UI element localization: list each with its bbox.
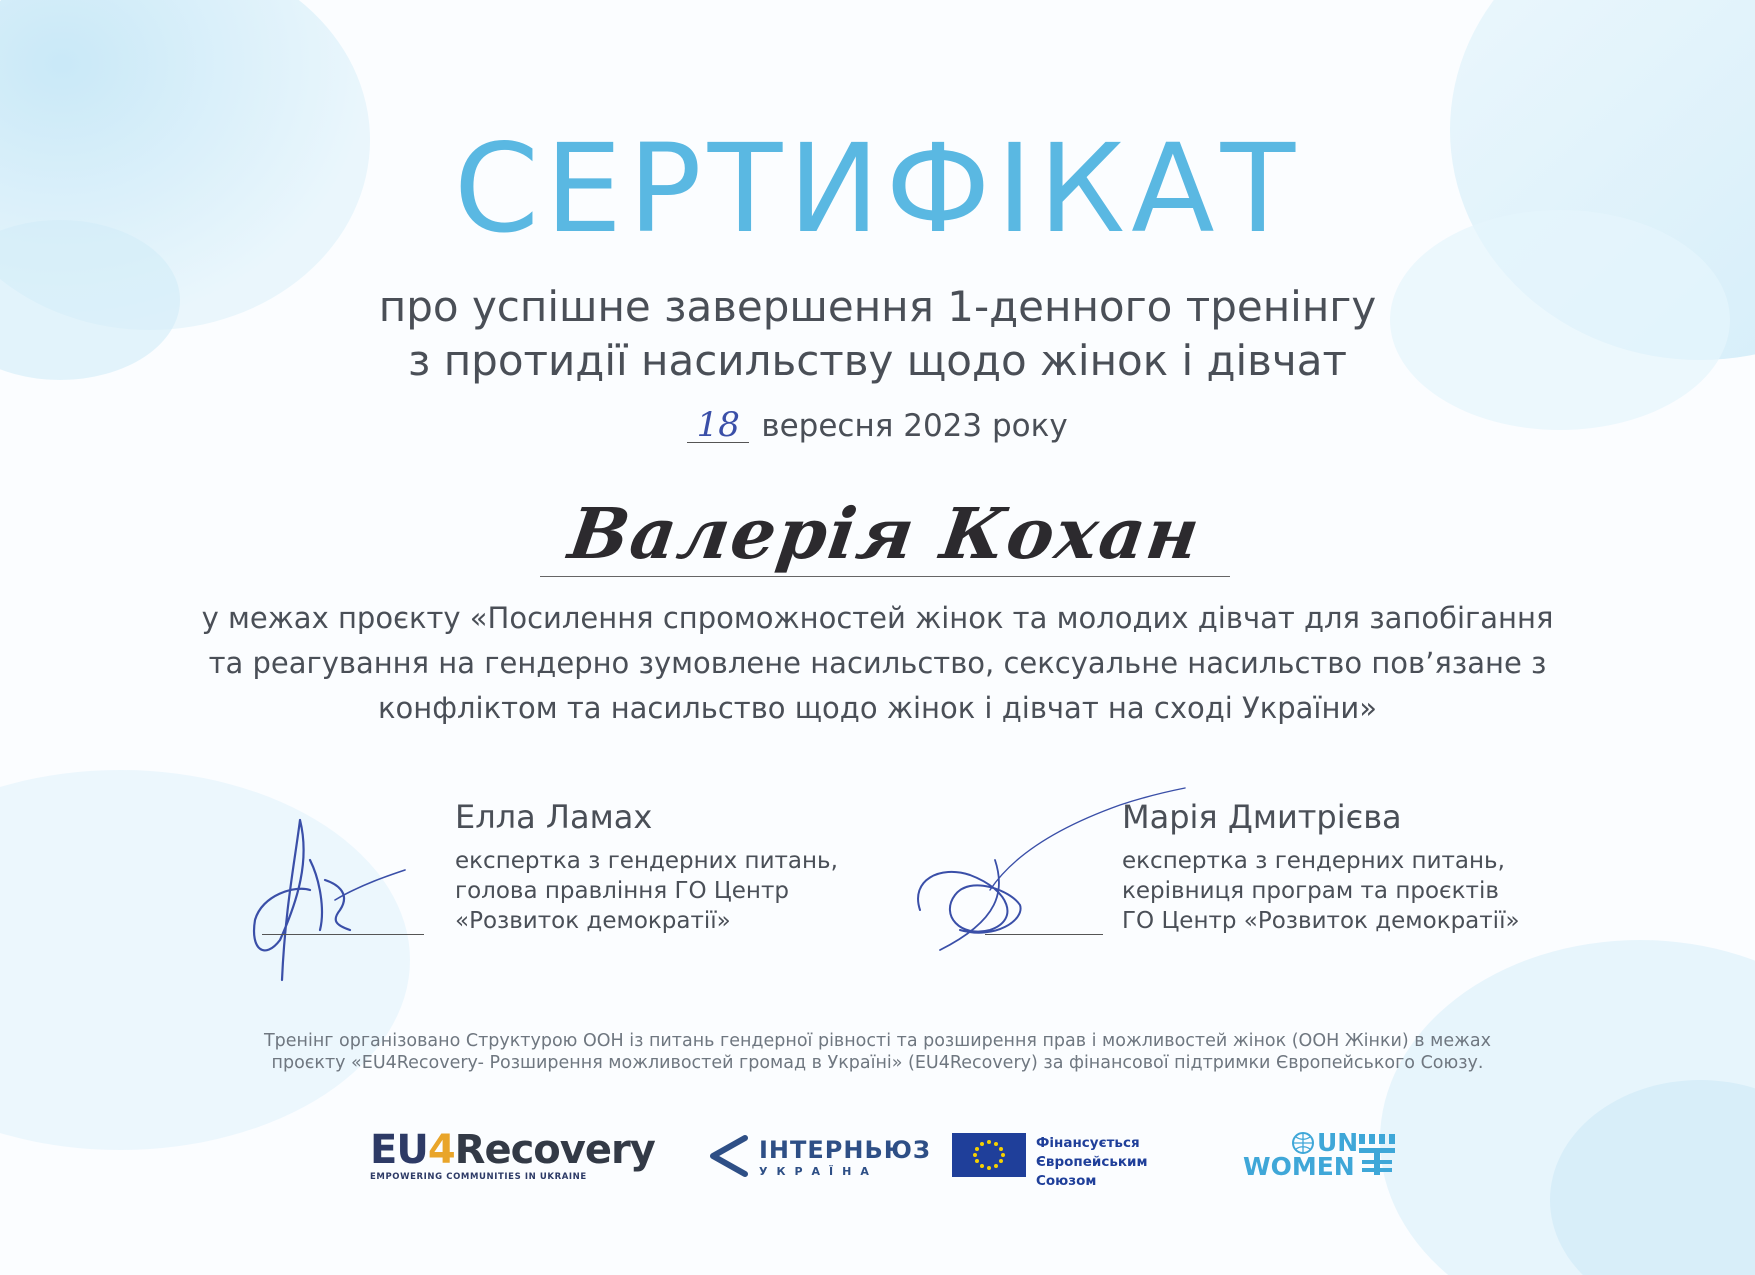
footnote-line-2: проєкту «EU4Recovery- Розширення можливостей громад в Україні» (EU4Recovery) за фінансової підтримки Європейського Союзу. (271, 1053, 1484, 1073)
internews-chevron-icon (705, 1134, 753, 1178)
certificate-subtitle-line-2: з протидії насильству щодо жінок і дівчат (408, 336, 1347, 385)
un-women-line-2: WOMEN (1243, 1152, 1355, 1181)
eu-funding-text: Фінансується Європейським Союзом (1036, 1135, 1148, 1189)
eu4recovery-part-recovery: Recovery (454, 1127, 655, 1173)
training-date (0, 405, 1755, 445)
signatory-name: Марія Дмитрієва (1122, 798, 1402, 836)
signatory-mariia-dmytriieva (1122, 798, 1592, 936)
internews-name: ІНТЕРНЬЮЗ (759, 1136, 931, 1164)
signatory-ella-lamakh (455, 798, 875, 936)
eu4recovery-tagline: EMPOWERING COMMUNITIES IN UKRAINE (370, 1172, 587, 1182)
certificate-title: СЕРТИФІКАТ (453, 118, 1302, 260)
project-line-3: конфліктом та насильство щодо жінок і дівчат на сході України» (377, 691, 1378, 725)
signatory-role-line-3: ГО Центр «Розвиток демократії» (1122, 908, 1520, 934)
eu4recovery-part-eu: EU (370, 1127, 428, 1173)
signatory-role-line-2: голова правління ГО Центр (455, 878, 789, 904)
signature-ella-lamakh (240, 800, 410, 990)
recipient-name: Валерія Кохан (563, 492, 1207, 575)
signatory-role-line-1: експертка з гендерних питань, (455, 848, 838, 874)
signature-line-2 (985, 934, 1103, 935)
project-description (120, 596, 1635, 731)
eu4recovery-part-4: 4 (427, 1127, 455, 1173)
project-line-2: та реагування на гендерно зумовлене насильство, сексуальне насильство пов’язане з (208, 646, 1547, 680)
recipient-underline (540, 576, 1230, 577)
project-line-1: у межах проєкту «Посилення спроможностей жінок та молодих дівчат для запобігання (201, 601, 1554, 635)
un-women-line-1: UN (1317, 1128, 1359, 1157)
footnote-line-1: Тренінг організовано Структурою ООН із питань гендерної рівності та розширення прав і можливостей жінок (ООН Жінки) в межах (263, 1031, 1492, 1051)
funding-footnote (170, 1030, 1585, 1074)
handwritten-day: 18 (687, 408, 749, 443)
un-women-symbol-icon (1357, 1132, 1403, 1178)
signatory-name: Елла Ламах (455, 798, 653, 836)
certificate-subtitle-line-1: про успішне завершення 1-денного тренінгу (378, 282, 1377, 331)
un-women-logo (1243, 1130, 1403, 1180)
signatory-role-line-3: «Розвиток демократії» (455, 908, 731, 934)
signatory-role-line-1: експертка з гендерних питань, (1122, 848, 1505, 874)
signatory-role-line-2: керівниця програм та проєктів (1122, 878, 1499, 904)
eu-funding-logo (952, 1133, 1212, 1189)
signature-line-1 (262, 934, 424, 935)
eu4recovery-logo (370, 1127, 655, 1182)
date-month-year: вересня 2023 року (761, 408, 1068, 444)
internews-subtitle: УКРАЇНА (759, 1165, 878, 1178)
eu-flag-icon (952, 1133, 1026, 1177)
